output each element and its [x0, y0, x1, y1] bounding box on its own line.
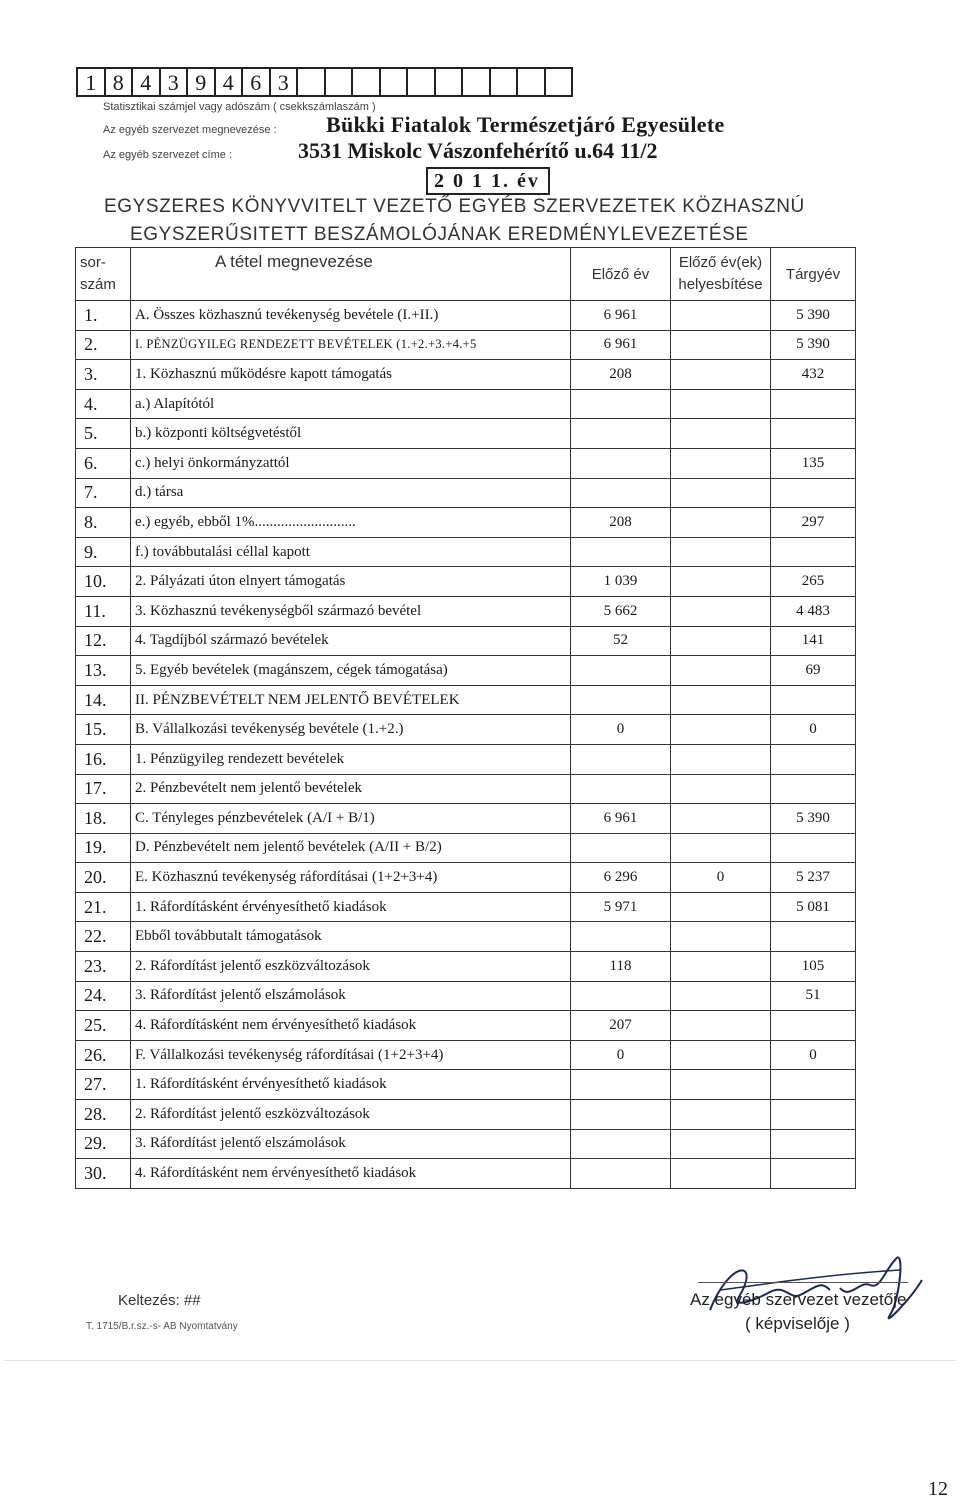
row-item-name: Ebből továbbutalt támogatások — [131, 922, 571, 952]
row-adjustment-value — [671, 360, 771, 390]
row-item-name: a.) Alapítótól — [131, 389, 571, 419]
tax-id-digit-box — [353, 69, 381, 95]
row-prev-year-value — [571, 1129, 671, 1159]
row-number: 25. — [76, 1011, 131, 1041]
table-row — [76, 1070, 856, 1100]
tax-id-digit-box: 4 — [216, 69, 244, 95]
report-title-line2: EGYSZERŰSITETT BESZÁMOLÓJÁNAK EREDMÉNYLEVEZETÉSE — [130, 224, 749, 245]
table-row — [76, 448, 856, 478]
row-number: 30. — [76, 1159, 131, 1189]
row-number: 29. — [76, 1129, 131, 1159]
row-adjustment-value — [671, 537, 771, 567]
table-header-row — [76, 248, 856, 301]
row-number: 19. — [76, 833, 131, 863]
row-prev-year-value — [571, 922, 671, 952]
row-item-name: 3. Közhasznú tevékenységből származó bevétel — [131, 596, 571, 626]
row-current-year-value: 297 — [771, 508, 856, 538]
row-prev-year-value: 5 971 — [571, 892, 671, 922]
table-row — [76, 567, 856, 597]
tax-id-digit-box — [463, 69, 491, 95]
row-number: 4. — [76, 389, 131, 419]
row-item-name: 1. Ráfordításként érvényesíthető kiadások — [131, 892, 571, 922]
col-header-name: A tétel megnevezése — [131, 248, 571, 301]
row-item-name: c.) helyi önkormányzattól — [131, 448, 571, 478]
row-prev-year-value — [571, 389, 671, 419]
row-item-name: 5. Egyéb bevételek (magánszem, cégek támogatása) — [131, 656, 571, 686]
row-prev-year-value: 6 296 — [571, 863, 671, 893]
tax-id-digit-box — [518, 69, 546, 95]
row-number: 23. — [76, 952, 131, 982]
org-name-label: Az egyéb szervezet megnevezése : — [103, 124, 277, 136]
row-number: 2. — [76, 330, 131, 360]
row-prev-year-value: 52 — [571, 626, 671, 656]
row-prev-year-value: 6 961 — [571, 330, 671, 360]
tax-id-digit-box — [436, 69, 464, 95]
table-row — [76, 981, 856, 1011]
row-adjustment-value — [671, 774, 771, 804]
row-current-year-value — [771, 389, 856, 419]
row-item-name: 1. Pénzügyileg rendezett bevételek — [131, 744, 571, 774]
row-current-year-value — [771, 1159, 856, 1189]
row-current-year-value: 265 — [771, 567, 856, 597]
row-number: 15. — [76, 715, 131, 745]
col-header-current-year: Tárgyév — [771, 248, 856, 301]
row-adjustment-value — [671, 656, 771, 686]
tax-id-digit-box — [326, 69, 354, 95]
row-number: 12. — [76, 626, 131, 656]
row-current-year-value — [771, 1129, 856, 1159]
row-number: 22. — [76, 922, 131, 952]
signature-line — [698, 1282, 908, 1283]
tax-id-digit-box: 8 — [106, 69, 134, 95]
row-prev-year-value — [571, 981, 671, 1011]
row-prev-year-value — [571, 656, 671, 686]
row-adjustment-value — [671, 1100, 771, 1130]
stat-number-label: Statisztikai számjel vagy adószám ( csekkszámlaszám ) — [103, 101, 376, 113]
row-item-name: 1. Közhasznú működésre kapott támogatás — [131, 360, 571, 390]
row-item-name: 2. Pályázati úton elnyert támogatás — [131, 567, 571, 597]
row-current-year-value — [771, 774, 856, 804]
row-prev-year-value — [571, 685, 671, 715]
tax-id-digit-box — [491, 69, 519, 95]
row-adjustment-value — [671, 596, 771, 626]
row-adjustment-value — [671, 922, 771, 952]
row-current-year-value: 69 — [771, 656, 856, 686]
row-adjustment-value — [671, 567, 771, 597]
row-item-name: E. Közhasznú tevékenység ráfordításai (1+2+3+4) — [131, 863, 571, 893]
row-current-year-value: 5 081 — [771, 892, 856, 922]
tax-id-digit-box: 9 — [188, 69, 216, 95]
row-current-year-value — [771, 1100, 856, 1130]
row-number: 14. — [76, 685, 131, 715]
row-adjustment-value — [671, 892, 771, 922]
row-number: 16. — [76, 744, 131, 774]
row-current-year-value — [771, 419, 856, 449]
row-current-year-value: 105 — [771, 952, 856, 982]
row-number: 28. — [76, 1100, 131, 1130]
row-prev-year-value — [571, 1070, 671, 1100]
tax-id-digit-box — [381, 69, 409, 95]
row-number: 6. — [76, 448, 131, 478]
row-item-name: I. PÉNZÜGYILEG RENDEZETT BEVÉTELEK (1.+2.+3.+4.+5 — [131, 330, 571, 360]
row-current-year-value: 5 390 — [771, 330, 856, 360]
table-row — [76, 952, 856, 982]
row-number: 1. — [76, 301, 131, 331]
table-row — [76, 1159, 856, 1189]
tax-id-digit-box: 1 — [78, 69, 106, 95]
row-item-name: A. Összes közhasznú tevékenység bevétele (I.+II.) — [131, 301, 571, 331]
row-number: 5. — [76, 419, 131, 449]
row-number: 13. — [76, 656, 131, 686]
row-prev-year-value — [571, 419, 671, 449]
row-item-name: d.) társa — [131, 478, 571, 508]
row-current-year-value: 51 — [771, 981, 856, 1011]
table-row — [76, 330, 856, 360]
row-adjustment-value — [671, 508, 771, 538]
col-header-prev-year: Előző év — [571, 248, 671, 301]
row-prev-year-value: 118 — [571, 952, 671, 982]
row-adjustment-value — [671, 1040, 771, 1070]
row-number: 21. — [76, 892, 131, 922]
org-address: 3531 Miskolc Vászonfehérítő u.64 11/2 — [298, 138, 658, 163]
row-adjustment-value — [671, 1011, 771, 1041]
row-prev-year-value — [571, 774, 671, 804]
row-prev-year-value — [571, 833, 671, 863]
row-adjustment-value — [671, 389, 771, 419]
tax-id-digit-box: 3 — [161, 69, 189, 95]
row-current-year-value: 0 — [771, 715, 856, 745]
row-item-name: b.) központi költségvetéstől — [131, 419, 571, 449]
date-label: Keltezés: ## — [118, 1292, 201, 1309]
row-prev-year-value: 5 662 — [571, 596, 671, 626]
table-row — [76, 596, 856, 626]
table-row — [76, 1129, 856, 1159]
tax-id-digit-box — [298, 69, 326, 95]
income-statement-table — [75, 247, 856, 1189]
row-item-name: C. Tényleges pénzbevételek (A/I + B/1) — [131, 804, 571, 834]
row-current-year-value: 432 — [771, 360, 856, 390]
row-adjustment-value — [671, 1070, 771, 1100]
table-row — [76, 804, 856, 834]
row-adjustment-value — [671, 301, 771, 331]
row-current-year-value: 141 — [771, 626, 856, 656]
row-current-year-value: 135 — [771, 448, 856, 478]
page-number: 12 — [928, 1478, 948, 1500]
table-row — [76, 863, 856, 893]
row-item-name: 3. Ráfordítást jelentő elszámolások — [131, 981, 571, 1011]
row-item-name: 3. Ráfordítást jelentő elszámolások — [131, 1129, 571, 1159]
row-number: 3. — [76, 360, 131, 390]
table-row — [76, 478, 856, 508]
row-adjustment-value — [671, 804, 771, 834]
tax-id-boxes — [76, 67, 573, 97]
row-prev-year-value: 207 — [571, 1011, 671, 1041]
row-adjustment-value — [671, 419, 771, 449]
table-row — [76, 626, 856, 656]
row-adjustment-value — [671, 626, 771, 656]
row-prev-year-value: 6 961 — [571, 301, 671, 331]
row-number: 7. — [76, 478, 131, 508]
row-prev-year-value: 0 — [571, 1040, 671, 1070]
col-header-number: sor- szám — [76, 248, 131, 301]
table-row — [76, 685, 856, 715]
table-row — [76, 301, 856, 331]
row-adjustment-value — [671, 685, 771, 715]
row-item-name: D. Pénzbevételt nem jelentő bevételek (A/II + B/2) — [131, 833, 571, 863]
org-address-label: Az egyéb szervezet címe : — [103, 149, 232, 161]
table-row — [76, 537, 856, 567]
row-number: 17. — [76, 774, 131, 804]
table-row — [76, 922, 856, 952]
row-adjustment-value — [671, 478, 771, 508]
row-number: 26. — [76, 1040, 131, 1070]
row-adjustment-value — [671, 1159, 771, 1189]
report-title-line1: EGYSZERES KÖNYVVITELT VEZETŐ EGYÉB SZERVEZETEK KÖZHASZNÚ — [104, 196, 805, 217]
tax-id-digit-box: 4 — [133, 69, 161, 95]
row-current-year-value — [771, 1011, 856, 1041]
row-prev-year-value — [571, 478, 671, 508]
row-prev-year-value — [571, 448, 671, 478]
row-adjustment-value — [671, 715, 771, 745]
table-row — [76, 419, 856, 449]
tax-id-digit-box: 6 — [243, 69, 271, 95]
tax-id-digit-box — [408, 69, 436, 95]
table-row — [76, 508, 856, 538]
col-header-adjustment: Előző év(ek) helyesbítése — [671, 248, 771, 301]
row-number: 11. — [76, 596, 131, 626]
row-current-year-value: 5 390 — [771, 804, 856, 834]
row-item-name: II. PÉNZBEVÉTELT NEM JELENTŐ BEVÉTELEK — [131, 685, 571, 715]
row-item-name: f.) továbbutalási céllal kapott — [131, 537, 571, 567]
table-row — [76, 1100, 856, 1130]
row-prev-year-value — [571, 1100, 671, 1130]
row-adjustment-value — [671, 981, 771, 1011]
table-row — [76, 833, 856, 863]
row-current-year-value: 5 237 — [771, 863, 856, 893]
tax-id-digit-box — [546, 69, 574, 95]
signer-subtitle: ( képviselője ) — [745, 1314, 850, 1333]
row-current-year-value — [771, 478, 856, 508]
row-item-name: 2. Ráfordítást jelentő eszközváltozások — [131, 952, 571, 982]
row-item-name: B. Vállalkozási tevékenység bevétele (1.+2.) — [131, 715, 571, 745]
org-name: Bükki Fiatalok Természetjáró Egyesülete — [326, 112, 725, 137]
row-current-year-value — [771, 744, 856, 774]
row-current-year-value — [771, 537, 856, 567]
row-prev-year-value: 0 — [571, 715, 671, 745]
tax-id-digit-box: 3 — [271, 69, 299, 95]
row-number: 18. — [76, 804, 131, 834]
row-number: 9. — [76, 537, 131, 567]
table-row — [76, 774, 856, 804]
row-adjustment-value: 0 — [671, 863, 771, 893]
form-print-note: T. 1715/B.r.sz.-s- AB Nyomtatvány — [86, 1321, 238, 1332]
row-prev-year-value: 1 039 — [571, 567, 671, 597]
table-row — [76, 715, 856, 745]
table-row — [76, 1040, 856, 1070]
row-item-name: F. Vállalkozási tevékenység ráfordításai (1+2+3+4) — [131, 1040, 571, 1070]
row-prev-year-value: 6 961 — [571, 804, 671, 834]
row-adjustment-value — [671, 330, 771, 360]
row-number: 10. — [76, 567, 131, 597]
row-current-year-value — [771, 922, 856, 952]
row-prev-year-value: 208 — [571, 508, 671, 538]
row-number: 20. — [76, 863, 131, 893]
row-prev-year-value — [571, 537, 671, 567]
row-current-year-value: 0 — [771, 1040, 856, 1070]
row-item-name: 2. Ráfordítást jelentő eszközváltozások — [131, 1100, 571, 1130]
table-row — [76, 656, 856, 686]
table-row — [76, 744, 856, 774]
report-year: 2 0 1 1. év — [426, 167, 550, 195]
row-current-year-value: 4 483 — [771, 596, 856, 626]
row-item-name: 4. Tagdíjból származó bevételek — [131, 626, 571, 656]
row-adjustment-value — [671, 448, 771, 478]
row-adjustment-value — [671, 1129, 771, 1159]
row-current-year-value — [771, 685, 856, 715]
row-number: 24. — [76, 981, 131, 1011]
row-prev-year-value — [571, 1159, 671, 1189]
row-prev-year-value: 208 — [571, 360, 671, 390]
table-row — [76, 892, 856, 922]
row-adjustment-value — [671, 952, 771, 982]
row-current-year-value — [771, 1070, 856, 1100]
row-adjustment-value — [671, 744, 771, 774]
row-item-name: 4. Ráfordításként nem érvényesíthető kiadások — [131, 1159, 571, 1189]
table-row — [76, 389, 856, 419]
table-row — [76, 360, 856, 390]
row-adjustment-value — [671, 833, 771, 863]
row-item-name: 2. Pénzbevételt nem jelentő bevételek — [131, 774, 571, 804]
row-number: 27. — [76, 1070, 131, 1100]
row-item-name: 1. Ráfordításként érvényesíthető kiadások — [131, 1070, 571, 1100]
row-prev-year-value — [571, 744, 671, 774]
signer-title: Az egyéb szervezet vezetője — [690, 1290, 907, 1309]
row-item-name: 4. Ráfordításként nem érvényesíthető kiadások — [131, 1011, 571, 1041]
row-current-year-value: 5 390 — [771, 301, 856, 331]
row-number: 8. — [76, 508, 131, 538]
row-item-name: e.) egyéb, ebből 1%........................... — [131, 508, 571, 538]
table-row — [76, 1011, 856, 1041]
row-current-year-value — [771, 833, 856, 863]
